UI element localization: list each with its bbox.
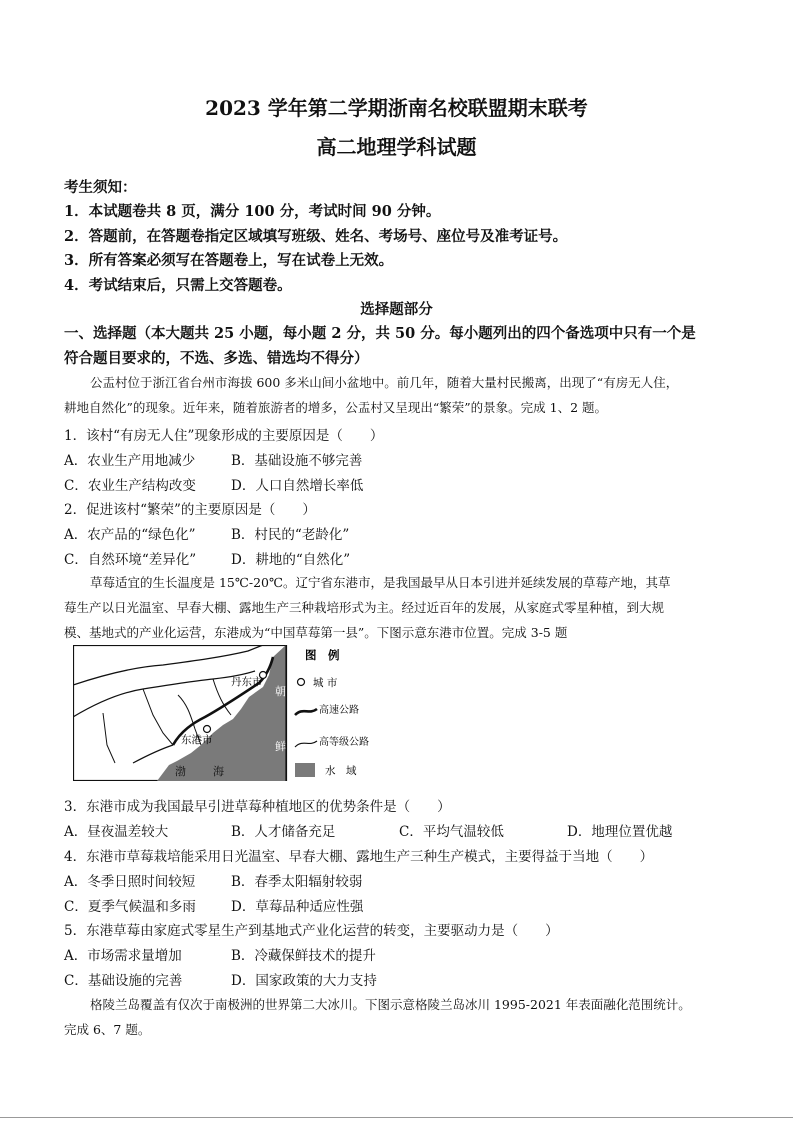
exam-title: 2023 学年第二学期浙南名校联盟期末联考 <box>205 96 588 120</box>
option-b: B．基础设施不够完善 <box>231 453 363 469</box>
notice-item: 3．所有答案必须写在答题卷上，写在试卷上无效。 <box>64 252 394 269</box>
question-stem: 2．促进该村“繁荣”的主要原因是（ ） <box>64 502 316 518</box>
label-dandong: 丹东市 <box>231 676 263 688</box>
label-sea-hai: 海 <box>213 765 224 778</box>
section-title: 选择题部分 <box>360 301 433 318</box>
label-korea-2: 鲜 <box>275 740 286 753</box>
passage-line: 格陵兰岛覆盖有仅次于南极洲的世界第二大冰川。下图示意格陵兰岛冰川 1995-2021 年表面融化范围统计。 <box>90 997 691 1012</box>
exam-subtitle: 高二地理学科试题 <box>316 135 477 159</box>
section-instruction: 符合题目要求的，不选、多选、错选均不得分） <box>64 350 369 367</box>
option-c: C．夏季气候温和多雨 <box>64 899 196 915</box>
legend-expressway: 高速公路 <box>319 705 359 716</box>
option-c: C．农业生产结构改变 <box>64 478 196 494</box>
label-korea-1: 朝 <box>275 685 286 698</box>
notice-heading: 考生须知： <box>64 179 137 196</box>
option-c: C．自然环境“差异化” <box>64 552 197 568</box>
passage-line: 完成 6、7 题。 <box>64 1022 151 1037</box>
option-d: D．草莓品种适应性强 <box>231 899 364 915</box>
city-donggang-marker <box>204 726 211 733</box>
option-d: D．人口自然增长率低 <box>231 478 364 494</box>
option-b: B．春季太阳辐射较弱 <box>231 874 363 890</box>
legend-city: 城 市 <box>313 677 338 689</box>
option-d: D．地理位置优越 <box>567 824 673 840</box>
legend-water-symbol <box>295 763 315 777</box>
passage-line: 耕地自然化”的现象。近年来，随着旅游者的增多，公盂村又呈现出“繁荣”的景象。完成 1、2 题。 <box>64 400 608 415</box>
option-b: B．人才储备充足 <box>231 824 336 840</box>
question-stem: 1．该村“有房无人住”现象形成的主要原因是（ ） <box>64 428 384 444</box>
notice-item: 4．考试结束后，只需上交答题卷。 <box>64 277 292 294</box>
label-sea-bo: 渤 <box>175 765 186 778</box>
question-stem: 3．东港市成为我国最早引进草莓种植地区的优势条件是（ ） <box>64 799 451 815</box>
question-stem: 5．东港草莓由家庭式零星生产到基地式产业化运营的转变，主要驱动力是（ ） <box>64 923 559 939</box>
option-c: C．基础设施的完善 <box>64 973 183 989</box>
legend-city-symbol <box>298 679 305 686</box>
legend-water: 水 域 <box>325 765 357 777</box>
option-b: B．冷藏保鲜技术的提升 <box>231 948 376 964</box>
location-map <box>73 645 383 781</box>
option-a: A．农产品的“绿色化” <box>64 527 196 543</box>
label-donggang: 东港市 <box>181 734 213 746</box>
section-instruction: 一、选择题（本大题共 25 小题，每小题 2 分，共 50 分。每小题列出的四个备选项中只有一个是 <box>64 325 696 342</box>
option-a: A．农业生产用地减少 <box>64 453 196 469</box>
passage-line: 模、基地式的产业化运营，东港成为“中国草莓第一县”。下图示意东港市位置。完成 3-5 题 <box>64 625 568 640</box>
passage-line: 草莓适宜的生长温度是 15℃-20℃。辽宁省东港市，是我国最早从日本引进并延续发展的草莓产地，其草 <box>90 575 671 590</box>
notice-item: 2．答题前，在答题卷指定区域填写班级、姓名、考场号、座位号及准考证号。 <box>64 228 568 245</box>
option-c: C．平均气温较低 <box>399 824 504 840</box>
option-a: A．昼夜温差较大 <box>64 824 169 840</box>
map-graphic <box>73 645 383 781</box>
legend-highway: 高等级公路 <box>319 737 369 748</box>
option-b: B．村民的“老龄化” <box>231 527 350 543</box>
legend-expressway-symbol <box>295 709 317 715</box>
notice-item: 1．本试题卷共 8 页，满分 100 分，考试时间 90 分钟。 <box>64 203 441 220</box>
legend-title: 图 例 <box>305 648 340 662</box>
passage-line: 公盂村位于浙江省台州市海拔 600 多米山间小盆地中。前几年，随着大量村民搬离，出现了“有房无人住， <box>90 375 679 390</box>
question-stem: 4．东港市草莓栽培能采用日光温室、早春大棚、露地生产三种生产模式，主要得益于当地（ ） <box>64 849 654 865</box>
option-d: D．耕地的“自然化” <box>231 552 351 568</box>
page-bottom-rule <box>0 1117 793 1118</box>
option-a: A．市场需求量增加 <box>64 948 182 964</box>
passage-line: 莓生产以日光温室、早春大棚、露地生产三种栽培形式为主。经过近百年的发展，从家庭式零星种植，到大规 <box>64 600 665 615</box>
option-d: D．国家政策的大力支持 <box>231 973 377 989</box>
option-a: A．冬季日照时间较短 <box>64 874 196 890</box>
legend-highway-symbol <box>295 741 317 747</box>
